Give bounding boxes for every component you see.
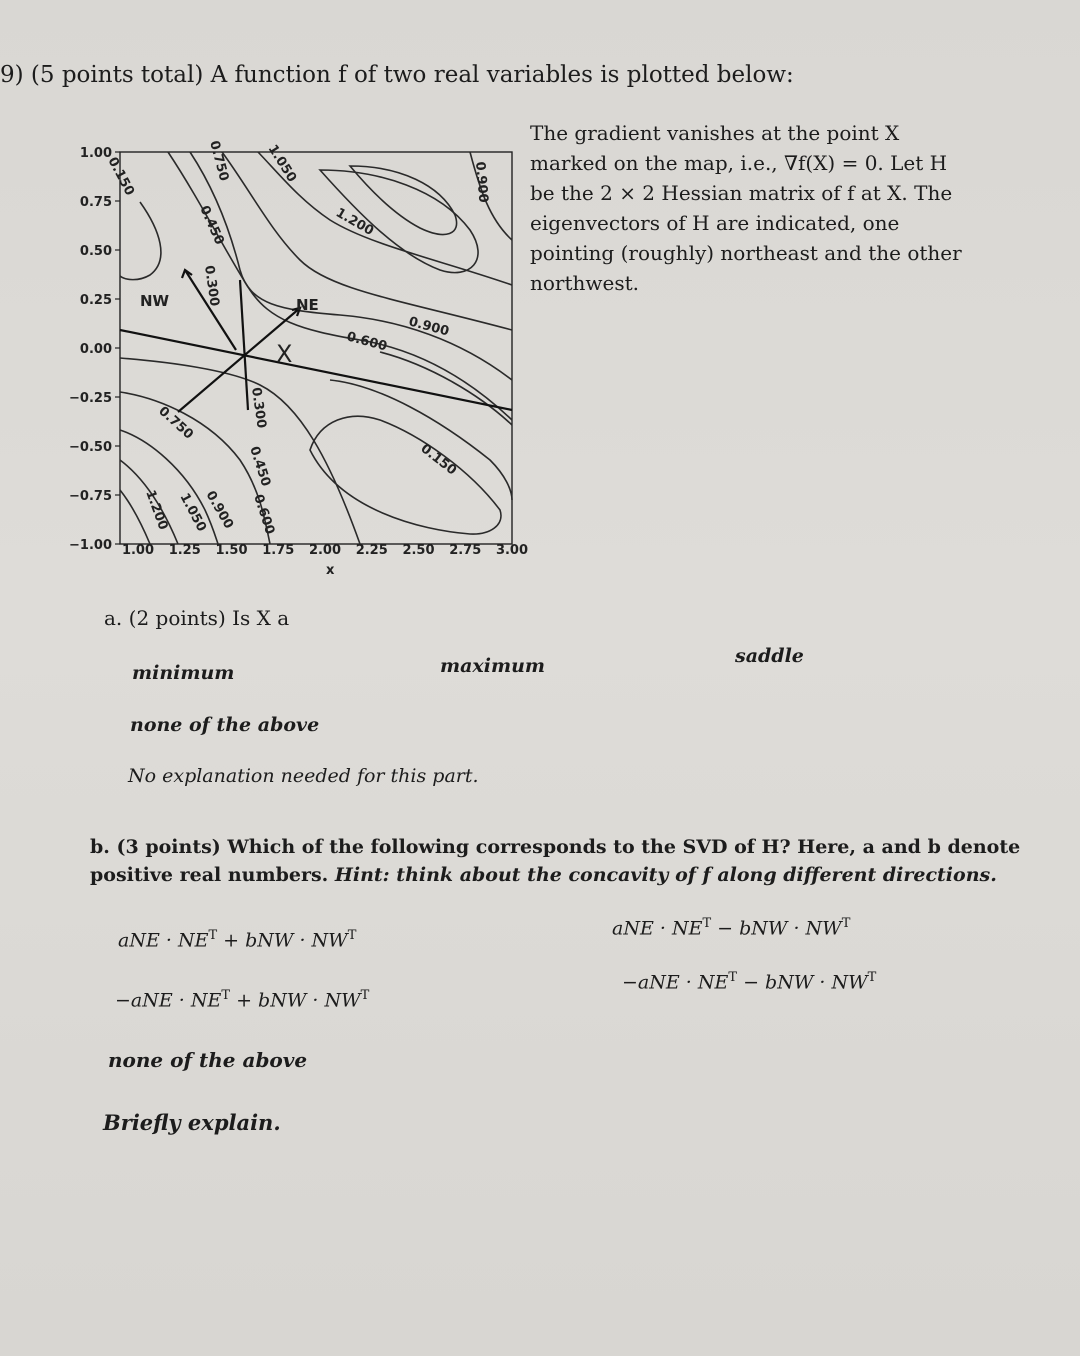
contour-label: 0.300 — [248, 386, 269, 430]
part-b-prompt — [90, 833, 1040, 889]
contour-label: 0.150 — [104, 154, 138, 199]
contour-label: 0.900 — [202, 488, 237, 532]
x-axis — [122, 543, 528, 558]
contour-label: 1.200 — [333, 205, 377, 240]
y-tick-label: 0.25 — [79, 293, 112, 308]
option-minimum[interactable]: minimum — [132, 662, 235, 684]
x-tick-label: 1.00 — [121, 543, 155, 558]
contour-label: 1.200 — [142, 488, 171, 533]
contour-label: 0.450 — [196, 203, 227, 248]
part-b-explain: Briefly explain. — [103, 1110, 281, 1135]
vertical-contour-line — [240, 280, 248, 410]
choice-2[interactable]: aNE · $NE^T$ − bNW · $NW^T$ — [612, 916, 851, 940]
nw-eigen-line — [120, 330, 512, 410]
contour-label: 0.900 — [406, 314, 451, 340]
contour-label: 0.450 — [246, 444, 274, 489]
part-a-prompt: a. (2 points) Is X a — [104, 606, 290, 630]
ne-label: NE — [296, 296, 319, 314]
x-axis-label: x — [326, 563, 335, 578]
y-tick-label: 0.00 — [79, 342, 112, 357]
contour-lines — [120, 152, 512, 544]
part-b-question: b. (3 points) Which of the following corresponds to the SVD of H? Here, a and b denote positive real numbers. — [90, 836, 1021, 886]
y-tick-label: −0.25 — [69, 391, 112, 406]
contour-label: 0.750 — [206, 139, 232, 183]
nw-label: NW — [140, 292, 170, 310]
option-none-a[interactable]: none of the above — [130, 714, 320, 736]
choice-4[interactable]: $-aNE \cdot NE^T$ − bNW · $NW^T$ — [622, 970, 877, 994]
x-tick-label: 2.50 — [402, 543, 435, 558]
x-tick-label: 2.00 — [308, 543, 342, 558]
option-none-b[interactable]: none of the above — [108, 1048, 308, 1072]
x-tick-label: 1.75 — [262, 543, 295, 558]
contour-label: 1.050 — [176, 490, 210, 535]
x-tick-label: 2.75 — [449, 543, 482, 558]
contour-label: 0.900 — [472, 161, 491, 204]
part-a-note: No explanation needed for this part. — [128, 765, 479, 787]
point-x-marker: X — [276, 340, 293, 368]
contour-label: 0.600 — [344, 329, 389, 355]
contour-label: 0.600 — [250, 492, 278, 537]
choice-3[interactable]: $-aNE \cdot NE^T$ + bNW · $NW^T$ — [115, 988, 370, 1012]
question-header: 9) (5 points total) A function f of two real variables is plotted below: — [0, 62, 794, 88]
option-maximum[interactable]: maximum — [440, 655, 545, 677]
choice-1[interactable]: aNE · $NE^T$ + bNW · $NW^T$ — [118, 928, 357, 952]
y-tick-label: 0.75 — [79, 195, 112, 210]
y-axis — [69, 146, 120, 553]
part-b-hint: Hint: think about the concavity of f along different directions. — [334, 864, 997, 886]
y-tick-label: 0.50 — [79, 244, 112, 259]
contour-label: 1.050 — [264, 142, 300, 185]
x-tick-label: 1.25 — [168, 543, 201, 558]
y-tick-label: −0.50 — [69, 440, 112, 455]
contour-label: 0.150 — [417, 441, 460, 479]
contour-label: 0.750 — [155, 403, 196, 443]
y-tick-label: −1.00 — [69, 538, 112, 553]
problem-description: The gradient vanishes at the point X marked on the map, i.e., ∇f(X) = 0. Let H be the 2 × 2 Hessian matrix of f at X. The eigenvectors of H are indicated, one pointing (roughly) northeast and the other northwest. — [530, 121, 962, 295]
x-tick-label: 2.25 — [355, 543, 388, 558]
contour-plot — [0, 130, 560, 580]
contour-label: 0.300 — [201, 264, 222, 308]
y-tick-label: −0.75 — [69, 489, 112, 504]
option-saddle[interactable]: saddle — [735, 645, 804, 667]
x-tick-label: 1.50 — [215, 543, 248, 558]
x-tick-label: 3.00 — [495, 543, 529, 558]
y-tick-label: 1.00 — [79, 146, 112, 161]
